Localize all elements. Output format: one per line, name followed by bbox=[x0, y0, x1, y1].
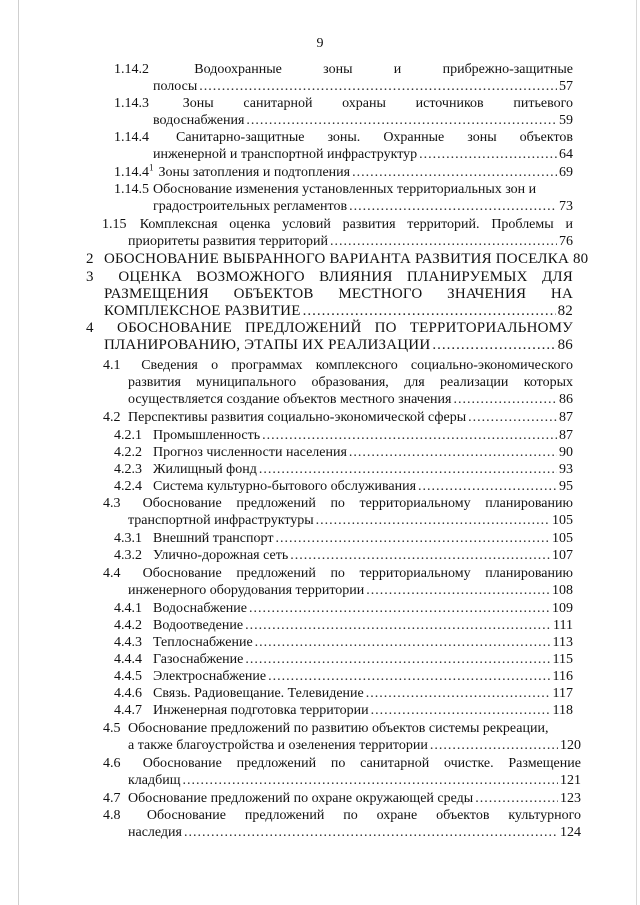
toc-line bbox=[103, 410, 573, 426]
toc-word: Охранные bbox=[383, 130, 445, 145]
toc-line bbox=[114, 652, 573, 668]
toc-page-number: 80 bbox=[572, 251, 589, 267]
toc-entry-text: Система культурно-бытового обслуживания bbox=[153, 479, 417, 494]
toc-line bbox=[102, 217, 573, 233]
dot-leader bbox=[184, 825, 558, 841]
dot-leader bbox=[366, 686, 551, 702]
toc-entry-number: 4.3 bbox=[103, 496, 121, 511]
toc-entry-text: транспортной инфраструктуры bbox=[128, 513, 314, 528]
toc-entry-text: инженерного оборудования территории bbox=[128, 583, 365, 598]
toc-word: НА bbox=[550, 286, 573, 302]
toc-page-number: 105 bbox=[552, 531, 573, 546]
dot-leader bbox=[246, 113, 557, 129]
dot-leader bbox=[352, 165, 557, 181]
toc-page-number: 109 bbox=[552, 601, 573, 616]
toc-entry-text: Связь. Радиовещание. Телевидение bbox=[153, 686, 364, 701]
dot-leader bbox=[453, 392, 557, 408]
toc-word: для bbox=[404, 375, 425, 390]
toc-entry-number: 1.15 bbox=[102, 217, 127, 232]
toc-entry-number: 4.1 bbox=[103, 358, 121, 373]
toc-word: культурного bbox=[508, 808, 581, 823]
superscript: 1 bbox=[149, 162, 154, 173]
toc-word: предложений bbox=[236, 756, 317, 771]
toc-line bbox=[103, 791, 581, 807]
toc-entry-text: Обоснование изменения установленных территориальных зон и bbox=[153, 182, 537, 197]
toc-line bbox=[86, 321, 573, 337]
page-edge-left bbox=[18, 0, 19, 905]
dot-leader bbox=[275, 531, 550, 547]
toc-line bbox=[128, 234, 573, 250]
dot-leader bbox=[199, 79, 557, 95]
toc-line bbox=[114, 445, 573, 461]
toc-line bbox=[153, 79, 573, 95]
toc-page-number: 87 bbox=[559, 410, 573, 425]
toc-entry-number: 4.3.2 bbox=[114, 548, 142, 563]
toc-word: очистке. bbox=[443, 756, 494, 771]
dot-leader bbox=[349, 199, 557, 215]
toc-line bbox=[103, 566, 573, 582]
toc-word: по bbox=[330, 566, 345, 581]
toc-word: РАЗМЕЩЕНИЯ bbox=[104, 286, 209, 302]
toc-page-number: 107 bbox=[552, 548, 573, 563]
toc-word: МЕСТНОГО bbox=[338, 286, 423, 302]
toc-line bbox=[114, 618, 573, 634]
toc-word: предложений bbox=[236, 566, 316, 581]
toc-entry-number: 4 bbox=[86, 320, 94, 336]
toc-entry-number: 4.3.1 bbox=[114, 531, 142, 546]
toc-word: по bbox=[330, 496, 345, 511]
toc-entry-text: Теплоснабжение bbox=[153, 635, 253, 650]
toc-word: ПЛАНИРУЕМЫХ bbox=[406, 269, 528, 285]
toc-entry-number: 4.4 bbox=[103, 566, 121, 581]
dot-leader bbox=[366, 583, 550, 599]
toc-line bbox=[114, 96, 573, 112]
toc-page-number: 86 bbox=[559, 392, 573, 407]
toc-word: санитарной bbox=[243, 96, 313, 111]
toc-word: о bbox=[211, 358, 219, 373]
toc-word: программах bbox=[231, 358, 303, 373]
toc-line bbox=[128, 583, 573, 599]
toc-line bbox=[103, 721, 581, 737]
dot-leader bbox=[475, 791, 558, 807]
toc-page-number: 87 bbox=[559, 428, 573, 443]
dot-leader bbox=[349, 445, 557, 461]
dot-leader bbox=[255, 635, 551, 651]
toc-line bbox=[103, 496, 573, 512]
toc-word: ОБЪЕКТОВ bbox=[233, 286, 314, 302]
toc-entry-text: приоритеты развития территорий bbox=[128, 234, 328, 249]
toc-word: ПО bbox=[374, 320, 397, 336]
dot-leader bbox=[245, 652, 550, 668]
toc-word: условий bbox=[282, 217, 331, 232]
dot-leader bbox=[430, 738, 558, 754]
toc-word: которых bbox=[523, 375, 573, 390]
page-number: 9 bbox=[316, 36, 324, 51]
toc-line bbox=[114, 601, 573, 617]
toc-entry-text: Улично-дорожная сеть bbox=[153, 548, 289, 563]
toc-page-number: 111 bbox=[553, 618, 573, 633]
toc-line bbox=[114, 462, 573, 478]
toc-entry-text: наследия bbox=[128, 825, 182, 840]
toc-word: охране bbox=[376, 808, 418, 823]
toc-entry-text: Инженерная подготовка территории bbox=[153, 703, 369, 718]
toc-page-number: 116 bbox=[552, 669, 573, 684]
toc-word: Зоны bbox=[182, 96, 214, 111]
toc-entry-number: 4.4.6 bbox=[114, 686, 142, 701]
dot-leader bbox=[183, 773, 558, 789]
toc-word: охраны bbox=[342, 96, 386, 111]
toc-entry-text: а также благоустройства и озеленения территории bbox=[128, 738, 428, 753]
toc-word: зоны. bbox=[327, 130, 361, 145]
toc-entry-text: инженерной и транспортной инфраструктур bbox=[153, 147, 418, 162]
toc-word: зоны bbox=[467, 130, 497, 145]
toc-word: комплексного bbox=[315, 358, 398, 373]
toc-page-number: 69 bbox=[559, 165, 573, 180]
toc-entry-number: 4.2.1 bbox=[114, 428, 142, 443]
toc-word: Размещение bbox=[508, 756, 581, 771]
toc-page-number: 115 bbox=[552, 652, 573, 667]
toc-word: питьевого bbox=[513, 96, 573, 111]
toc-word: ПРЕДЛОЖЕНИЙ bbox=[245, 320, 362, 336]
toc-line bbox=[153, 147, 573, 163]
toc-page-number: 59 bbox=[559, 113, 573, 128]
toc-entry-number: 1.14.2 bbox=[114, 62, 149, 77]
toc-page-number: 86 bbox=[557, 337, 573, 353]
dot-leader bbox=[268, 669, 550, 685]
dot-leader bbox=[432, 338, 555, 354]
dot-leader bbox=[262, 428, 557, 444]
toc-entry-text: водоснабжения bbox=[153, 113, 245, 128]
toc-line bbox=[103, 358, 573, 374]
dot-leader bbox=[303, 304, 556, 320]
toc-line bbox=[128, 513, 573, 529]
toc-entry-number: 3 bbox=[86, 269, 94, 285]
toc-line bbox=[86, 251, 589, 268]
toc-entry-text: Промышленность bbox=[153, 428, 261, 443]
toc-word: Обоснование bbox=[142, 566, 222, 581]
toc-word: Обоснование bbox=[146, 808, 227, 823]
toc-entry-number: 4.6 bbox=[103, 756, 121, 771]
dot-leader bbox=[249, 601, 550, 617]
toc-entry-number: 4.2.3 bbox=[114, 462, 142, 477]
toc-page-number: 117 bbox=[552, 686, 573, 701]
dot-leader bbox=[245, 618, 551, 634]
toc-line bbox=[128, 825, 581, 841]
toc-entry-text: полосы bbox=[153, 79, 198, 94]
toc-word: и bbox=[393, 62, 402, 77]
toc-word: по bbox=[330, 756, 346, 771]
toc-line bbox=[104, 338, 573, 354]
toc-word: реализации bbox=[440, 375, 509, 390]
toc-page-number: 105 bbox=[552, 513, 573, 528]
toc-page-number: 95 bbox=[559, 479, 573, 494]
dot-leader bbox=[316, 513, 550, 529]
toc-line bbox=[114, 703, 573, 719]
toc-line bbox=[114, 428, 573, 444]
toc-entry-number: 4.2.4 bbox=[114, 479, 142, 494]
toc-word: территориальному bbox=[359, 496, 471, 511]
toc-entry-number: 1.14.3 bbox=[114, 96, 149, 111]
toc-line bbox=[128, 738, 581, 754]
toc-page-number: 76 bbox=[559, 234, 573, 249]
toc-word: Санитарно-защитные bbox=[176, 130, 305, 145]
toc-line bbox=[104, 304, 573, 320]
toc-entry-text: Внешний транспорт bbox=[153, 531, 274, 546]
toc-line bbox=[114, 182, 573, 198]
toc-entry-number: 4.2 bbox=[103, 410, 121, 425]
toc-word: санитарной bbox=[360, 756, 430, 771]
toc-entry-number: 4.4.2 bbox=[114, 618, 142, 633]
toc-entry-text: Прогноз численности населения bbox=[153, 445, 347, 460]
toc-line bbox=[114, 635, 573, 651]
toc-entry-number: 1.14.5 bbox=[114, 182, 149, 197]
toc-word: ДЛЯ bbox=[541, 269, 573, 285]
toc-entry-text: градостроительных регламентов bbox=[153, 199, 348, 214]
toc-word: развития bbox=[342, 217, 396, 232]
toc-entry-text: ПЛАНИРОВАНИЮ, ЭТАПЫ ИХ РЕАЛИЗАЦИИ bbox=[104, 337, 431, 353]
dot-leader bbox=[418, 479, 557, 495]
toc-word: муниципального bbox=[196, 375, 297, 390]
toc-line bbox=[114, 548, 573, 564]
toc-entry-number: 4.8 bbox=[103, 808, 121, 823]
toc-word: Водоохранные bbox=[194, 62, 282, 77]
dot-leader bbox=[259, 462, 557, 478]
toc-word: объектов bbox=[519, 130, 573, 145]
toc-word: зоны bbox=[323, 62, 353, 77]
toc-word: планированию bbox=[485, 566, 573, 581]
toc-entry-text: Водоснабжение bbox=[153, 601, 248, 616]
toc-word: ОЦЕНКА bbox=[118, 269, 183, 285]
toc-word: объектов bbox=[436, 808, 490, 823]
toc-line bbox=[153, 199, 573, 215]
toc-line bbox=[114, 479, 573, 495]
toc-entry-text: Зоны затопления и подтопления bbox=[158, 165, 351, 180]
toc-entry-text: Перспективы развития социально-экономической сферы bbox=[128, 410, 467, 425]
toc-page-number: 64 bbox=[559, 147, 573, 162]
toc-word: ОБОСНОВАНИЕ bbox=[117, 320, 232, 336]
toc-line bbox=[114, 62, 573, 78]
toc-word: образования, bbox=[311, 375, 389, 390]
toc-entry-number: 4.4.7 bbox=[114, 703, 142, 718]
toc-entry-text: Электроснабжение bbox=[153, 669, 267, 684]
toc-entry-number: 4.2.2 bbox=[114, 445, 142, 460]
toc-entry-text: Водоотведение bbox=[153, 618, 244, 633]
toc-word: территорий. bbox=[407, 217, 480, 232]
dot-leader bbox=[419, 147, 557, 163]
toc-word: прибрежно-защитные bbox=[442, 62, 573, 77]
toc-entry-number: 4.4.5 bbox=[114, 669, 142, 684]
toc-word: ЗНАЧЕНИЯ bbox=[447, 286, 527, 302]
toc-page-number: 113 bbox=[552, 635, 573, 650]
toc-word: Обоснование bbox=[142, 496, 222, 511]
toc-page-number: 90 bbox=[559, 445, 573, 460]
toc-word: планированию bbox=[485, 496, 573, 511]
toc-word: ВЛИЯНИЯ bbox=[319, 269, 393, 285]
toc-entry-text: Жилищный фонд bbox=[153, 462, 257, 477]
toc-line bbox=[114, 162, 573, 181]
toc-line bbox=[128, 773, 581, 789]
toc-line bbox=[103, 808, 581, 824]
toc-line bbox=[103, 756, 581, 772]
toc-page-number: 73 bbox=[559, 199, 573, 214]
toc-word: Проблемы bbox=[491, 217, 554, 232]
page-edge-right bbox=[636, 0, 637, 905]
toc-entry-number: 4.7 bbox=[103, 791, 121, 806]
toc-word: Обоснование bbox=[142, 756, 222, 771]
toc-word: ВОЗМОЖНОГО bbox=[196, 269, 305, 285]
toc-entry-text: ОБОСНОВАНИЕ ВЫБРАННОГО ВАРИАНТА РАЗВИТИЯ ПОСЕЛКА bbox=[104, 251, 569, 267]
toc-entry-text: Газоснабжение bbox=[153, 652, 244, 667]
toc-entry-number: 4.4.3 bbox=[114, 635, 142, 650]
toc-line bbox=[86, 270, 573, 286]
dot-leader bbox=[468, 410, 557, 426]
toc-line bbox=[104, 287, 573, 303]
toc-page-number: 108 bbox=[552, 583, 573, 598]
toc-word: по bbox=[343, 808, 358, 823]
dot-leader bbox=[290, 548, 550, 564]
toc-entry-number: 2 bbox=[86, 251, 94, 267]
toc-line bbox=[128, 392, 573, 408]
toc-word: оценка bbox=[229, 217, 271, 232]
toc-word: и bbox=[565, 217, 573, 232]
toc-line bbox=[114, 130, 573, 146]
toc-line bbox=[153, 113, 573, 129]
toc-entry-text: кладбищ bbox=[128, 773, 181, 788]
toc-page-number: 120 bbox=[560, 738, 581, 753]
toc-word: территориальному bbox=[359, 566, 471, 581]
toc-word: предложений bbox=[236, 496, 316, 511]
toc-page-number: 124 bbox=[560, 825, 581, 840]
toc-entry-text: Обоснование предложений по развитию объектов системы рекреации, bbox=[128, 721, 549, 736]
toc-line bbox=[114, 669, 573, 685]
toc-entry-text: Обоснование предложений по охране окружающей среды bbox=[128, 791, 474, 806]
toc-page-number: 82 bbox=[557, 303, 573, 319]
toc-word: Комплексная bbox=[139, 217, 218, 232]
toc-page-number: 57 bbox=[559, 79, 573, 94]
toc-entry-number: 4.4.1 bbox=[114, 601, 142, 616]
toc-line bbox=[114, 531, 573, 547]
toc-entry-text: КОМПЛЕКСНОЕ РАЗВИТИЕ bbox=[104, 303, 301, 319]
toc-entry-number: 1.14.4$^1$ bbox=[114, 162, 154, 180]
toc-page-number: 123 bbox=[560, 791, 581, 806]
toc-entry-number: 1.14.4 bbox=[114, 130, 149, 145]
toc-entry-number: 4.5 bbox=[103, 721, 121, 736]
toc-entry-text: осуществляется создание объектов местного значения bbox=[128, 392, 452, 407]
toc-line bbox=[114, 686, 573, 702]
toc-word: ТЕРРИТОРИАЛЬНОМУ bbox=[409, 320, 573, 336]
dot-leader bbox=[330, 234, 557, 250]
toc-page-number: 118 bbox=[552, 703, 573, 718]
toc-entry-number: 4.4.4 bbox=[114, 652, 142, 667]
toc-word: развития bbox=[128, 375, 181, 390]
dot-leader bbox=[371, 703, 551, 719]
toc-word: Сведения bbox=[141, 358, 198, 373]
toc-word: источников bbox=[415, 96, 484, 111]
toc-page-number: 121 bbox=[560, 773, 581, 788]
toc-line bbox=[128, 375, 573, 391]
toc-word: социально-экономического bbox=[410, 358, 573, 373]
toc-page-number: 93 bbox=[559, 462, 573, 477]
toc-word: предложений bbox=[244, 808, 325, 823]
